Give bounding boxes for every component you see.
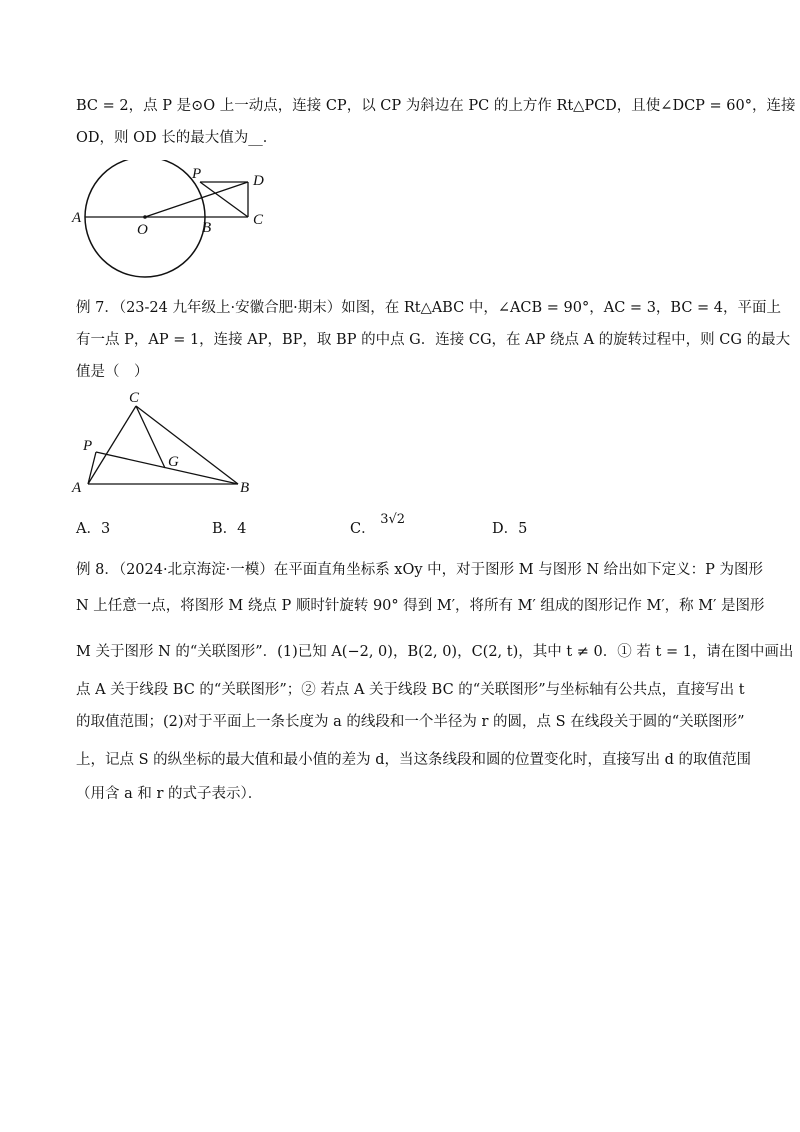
segment-ac <box>88 406 136 484</box>
label-o: O <box>137 222 148 238</box>
option-a: A．3 <box>76 521 111 537</box>
example8-line-4: 点 A 关于线段 BC 的“关联图形”；② 若点 A 关于线段 BC 的“关联图形”与坐标轴有公共点，直接写出 t <box>76 682 745 698</box>
triangle-figure <box>66 384 266 496</box>
label-b: B <box>240 480 250 496</box>
problem6-line-2: OD，则 OD 长的最大值为__． <box>76 130 278 146</box>
option-b: B．4 <box>212 521 247 537</box>
option-c-value: 3√2 <box>380 512 406 527</box>
label-p: P <box>192 166 202 182</box>
label-g: G <box>168 454 179 470</box>
example7-line-2: 有一点 P，AP = 1，连接 AP，BP，取 BP 的中点 G．连接 CG，在 AP 绕点 A 的旋转过程中，则 CG 的最大 <box>76 332 791 348</box>
example8-line-5: 的取值范围；(2)对于平面上一条长度为 a 的线段和一个半径为 r 的圆，点 S 在线段关于圆的“关联图形” <box>76 714 745 730</box>
problem6-line-1: BC = 2，点 P 是⊙O 上一动点，连接 CP，以 CP 为斜边在 PC 的上方作 Rt△PCD，且使∠DCP = 60°，连接 <box>76 98 796 114</box>
example8-line-6: 上，记点 S 的纵坐标的最大值和最小值的差为 d，当这条线段和圆的位置变化时，直接写出 d 的取值范围 <box>76 752 752 768</box>
segment-ap <box>88 452 96 484</box>
label-d: D <box>253 173 264 189</box>
label-c: C <box>129 390 140 406</box>
option-c <box>350 512 406 538</box>
example8-line-7: （用含 a 和 r 的式子表示）． <box>76 786 263 802</box>
label-a: A <box>72 480 82 496</box>
center-dot <box>143 215 147 219</box>
example7-line-3: 值是（ ） <box>76 364 149 380</box>
label-p: P <box>83 438 93 454</box>
option-d: D．5 <box>492 521 528 537</box>
segment-pc <box>200 182 248 217</box>
label-a: A <box>72 210 82 226</box>
label-b: B <box>202 220 212 236</box>
example7-line-1: 例 7．（23-24 九年级上·安徽合肥·期末）如图，在 Rt△ABC 中，∠ACB = 90°，AC = 3，BC = 4，平面上 <box>76 300 782 316</box>
label-c: C <box>253 212 264 228</box>
option-c-prefix: C． <box>350 521 376 537</box>
example8-line-3: M 关于图形 N 的“关联图形”．(1)已知 A(−2, 0)，B(2, 0)，C(2, t)，其中 t ≠ 0．① 若 t = 1，请在图中画出 <box>76 644 794 660</box>
example8-line-2: N 上任意一点，将图形 M 绕点 P 顺时针旋转 90° 得到 M′，将所有 M′ 组成的图形记作 M′，称 M′ 是图形 <box>76 598 765 614</box>
example8-line-1: 例 8．（2024·北京海淀·一模）在平面直角坐标系 xOy 中，对于图形 M 与图形 N 给出如下定义：P 为图形 <box>76 562 764 578</box>
circle-figure <box>60 160 290 290</box>
segment-cg <box>136 406 165 468</box>
